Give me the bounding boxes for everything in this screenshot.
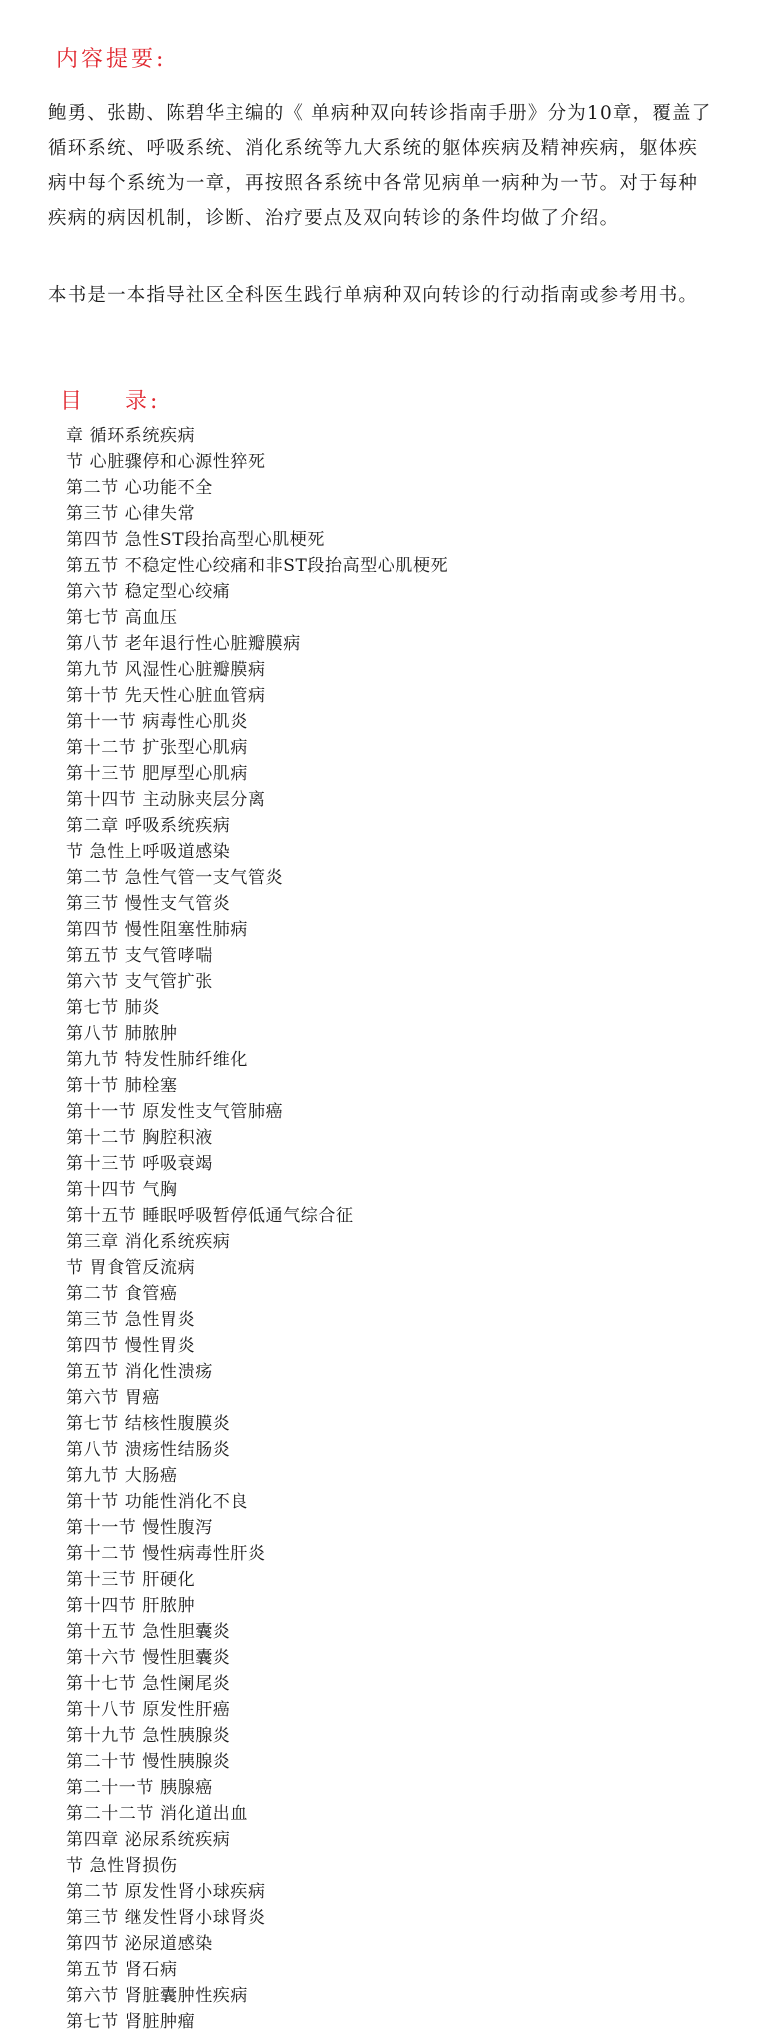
toc-item: 第十二节 慢性病毒性肝炎 <box>66 1544 266 1564</box>
summary-paragraph: 本书是一本指导社区全科医生践行单病种双向转诊的行动指南或参考用书。 <box>48 285 699 306</box>
toc-item: 第六节 稳定型心绞痛 <box>66 582 231 602</box>
toc-item: 第八节 溃疡性结肠炎 <box>66 1440 231 1460</box>
toc-item: 第六节 肾脏囊肿性疾病 <box>66 1986 249 2006</box>
toc-item: 第九节 大肠癌 <box>66 1466 178 1486</box>
toc-item: 第九节 特发性肺纤维化 <box>66 1050 249 1070</box>
toc-heading-left: 目 <box>60 389 86 414</box>
toc-item: 第十三节 肝硬化 <box>66 1570 196 1590</box>
toc-item: 第八节 肺脓肿 <box>66 1024 178 1044</box>
toc-item: 第十四节 肝脓肿 <box>66 1596 196 1616</box>
toc-list <box>66 423 448 2035</box>
toc-item: 节 急性上呼吸道感染 <box>66 842 231 862</box>
toc-item: 第四节 急性ST段抬高型心肌梗死 <box>66 530 325 550</box>
toc-item: 第三节 继发性肾小球肾炎 <box>66 1908 266 1928</box>
toc-item: 第五节 肾石病 <box>66 1960 178 1980</box>
toc-item: 第十七节 急性阑尾炎 <box>66 1674 231 1694</box>
toc-item: 第十二节 扩张型心肌病 <box>66 738 249 758</box>
toc-item: 第十节 先天性心脏血管病 <box>66 686 266 706</box>
toc-item: 第八节 老年退行性心脏瓣膜病 <box>66 634 301 654</box>
toc-item: 第十九节 急性胰腺炎 <box>66 1726 231 1746</box>
toc-item: 第七节 肺炎 <box>66 998 161 1018</box>
toc-item: 第五节 支气管哮喘 <box>66 946 213 966</box>
toc-item: 章 循环系统疾病 <box>66 426 196 446</box>
toc-item: 第四节 泌尿道感染 <box>66 1934 213 1954</box>
toc-item: 第二节 食管癌 <box>66 1284 178 1304</box>
toc-item: 第十六节 慢性胆囊炎 <box>66 1648 231 1668</box>
toc-item: 第十四节 气胸 <box>66 1180 178 1200</box>
toc-item: 第三节 急性胃炎 <box>66 1310 196 1330</box>
toc-item: 第十一节 病毒性心肌炎 <box>66 712 249 732</box>
toc-item: 第九节 风湿性心脏瓣膜病 <box>66 660 266 680</box>
toc-item: 第五节 消化性溃疡 <box>66 1362 213 1382</box>
toc-item: 第三章 消化系统疾病 <box>66 1232 231 1252</box>
summary-paragraph: 鲍勇、张勘、陈碧华主编的《 单病种双向转诊指南手册》分为10章，覆盖了循环系统、呼吸系统、消化系统等九大系统的躯体疾病及精神疾病，躯体疾病中每个系统为一章，再按照各系统中各常见病单一病种为一节。对于每种疾病的病因机制，诊断、治疗要点及双向转诊的条件均做了介绍。 <box>48 103 712 229</box>
toc-item: 节 急性肾损伤 <box>66 1856 178 1876</box>
toc-item: 第六节 支气管扩张 <box>66 972 213 992</box>
toc-item: 第二节 心功能不全 <box>66 478 213 498</box>
summary-heading: 内容提要: <box>56 47 167 72</box>
toc-item: 第二十一节 胰腺癌 <box>66 1778 213 1798</box>
toc-item: 第二节 急性气管一支气管炎 <box>66 868 284 888</box>
toc-item: 第十二节 胸腔积液 <box>66 1128 213 1148</box>
toc-item: 节 胃食管反流病 <box>66 1258 196 1278</box>
toc-item: 第三节 心律失常 <box>66 504 196 524</box>
toc-item: 第二十二节 消化道出血 <box>66 1804 249 1824</box>
toc-item: 第十一节 慢性腹泻 <box>66 1518 213 1538</box>
toc-item: 第十五节 急性胆囊炎 <box>66 1622 231 1642</box>
toc-item: 第四节 慢性阻塞性肺病 <box>66 920 249 940</box>
toc-item: 第四节 慢性胃炎 <box>66 1336 196 1356</box>
toc-item: 第七节 结核性腹膜炎 <box>66 1414 231 1434</box>
toc-item: 第六节 胃癌 <box>66 1388 161 1408</box>
toc-item: 第二节 原发性肾小球疾病 <box>66 1882 266 1902</box>
toc-item: 第五节 不稳定性心绞痛和非ST段抬高型心肌梗死 <box>66 556 449 576</box>
toc-item: 第二章 呼吸系统疾病 <box>66 816 231 836</box>
toc-item: 第十一节 原发性支气管肺癌 <box>66 1102 284 1122</box>
toc-item: 第十节 功能性消化不良 <box>66 1492 249 1512</box>
toc-heading-right: 录: <box>125 389 161 414</box>
toc-item: 节 心脏骤停和心源性猝死 <box>66 452 266 472</box>
toc-item: 第七节 肾脏肿瘤 <box>66 2012 196 2032</box>
toc-item: 第七节 高血压 <box>66 608 178 628</box>
toc-item: 第十三节 呼吸衰竭 <box>66 1154 213 1174</box>
toc-heading <box>60 384 160 415</box>
toc-item: 第四章 泌尿系统疾病 <box>66 1830 231 1850</box>
toc-item: 第十五节 睡眠呼吸暂停低通气综合征 <box>66 1206 354 1226</box>
toc-item: 第十三节 肥厚型心肌病 <box>66 764 249 784</box>
toc-item: 第十八节 原发性肝癌 <box>66 1700 231 1720</box>
toc-item: 第十四节 主动脉夹层分离 <box>66 790 266 810</box>
toc-item: 第二十节 慢性胰腺炎 <box>66 1752 231 1772</box>
toc-item: 第三节 慢性支气管炎 <box>66 894 231 914</box>
toc-item: 第十节 肺栓塞 <box>66 1076 178 1096</box>
